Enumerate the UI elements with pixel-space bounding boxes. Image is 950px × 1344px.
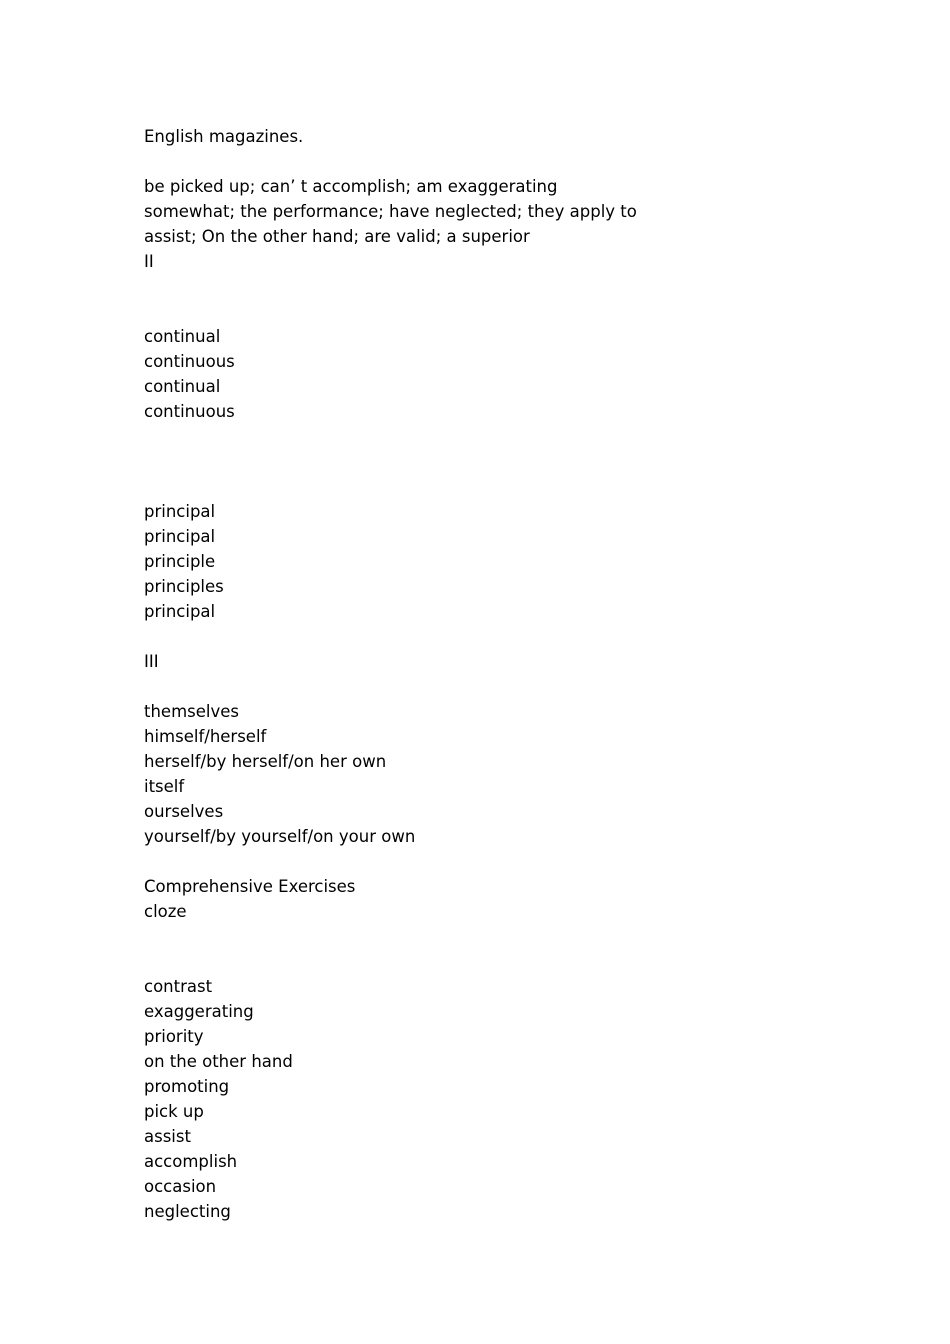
text-line: continual — [144, 327, 221, 346]
text-line: cloze — [144, 902, 187, 921]
text-line: on the other hand — [144, 1052, 293, 1071]
text-line: pick up — [144, 1102, 204, 1121]
text-line: priority — [144, 1027, 204, 1046]
blank-line — [144, 449, 844, 474]
section-heading: III — [144, 652, 159, 671]
text-line: assist; On the other hand; are valid; a superior — [144, 227, 530, 246]
blank-line — [144, 149, 844, 174]
document-page — [144, 124, 844, 1224]
text-line: principal — [144, 602, 216, 621]
blank-line — [144, 624, 844, 649]
text-line: English magazines. — [144, 127, 304, 146]
text-line: continuous — [144, 352, 235, 371]
blank-line — [144, 924, 844, 949]
section-heading: Comprehensive Exercises — [144, 877, 356, 896]
text-line: be picked up; can’ t accomplish; am exaggerating — [144, 177, 558, 196]
text-line: yourself/by yourself/on your own — [144, 827, 416, 846]
text-line: contrast — [144, 977, 213, 996]
text-line: principal — [144, 527, 216, 546]
text-line: continuous — [144, 402, 235, 421]
blank-line — [144, 274, 844, 299]
text-line: principles — [144, 577, 224, 596]
blank-line — [144, 424, 844, 449]
blank-line — [144, 474, 844, 499]
blank-line — [144, 674, 844, 699]
text-line: promoting — [144, 1077, 230, 1096]
blank-line — [144, 299, 844, 324]
text-line: itself — [144, 777, 185, 796]
text-line: continual — [144, 377, 221, 396]
text-line: principal — [144, 502, 216, 521]
text-line: accomplish — [144, 1152, 238, 1171]
section-heading: II — [144, 252, 154, 271]
text-line: herself/by herself/on her own — [144, 752, 387, 771]
text-line: ourselves — [144, 802, 224, 821]
text-line: themselves — [144, 702, 239, 721]
text-line: assist — [144, 1127, 191, 1146]
text-line: himself/herself — [144, 727, 267, 746]
text-line: principle — [144, 552, 216, 571]
text-line: somewhat; the performance; have neglected; they apply to — [144, 202, 637, 221]
blank-line — [144, 849, 844, 874]
text-line: occasion — [144, 1177, 217, 1196]
blank-line — [144, 949, 844, 974]
text-line: exaggerating — [144, 1002, 254, 1021]
text-line: neglecting — [144, 1202, 231, 1221]
